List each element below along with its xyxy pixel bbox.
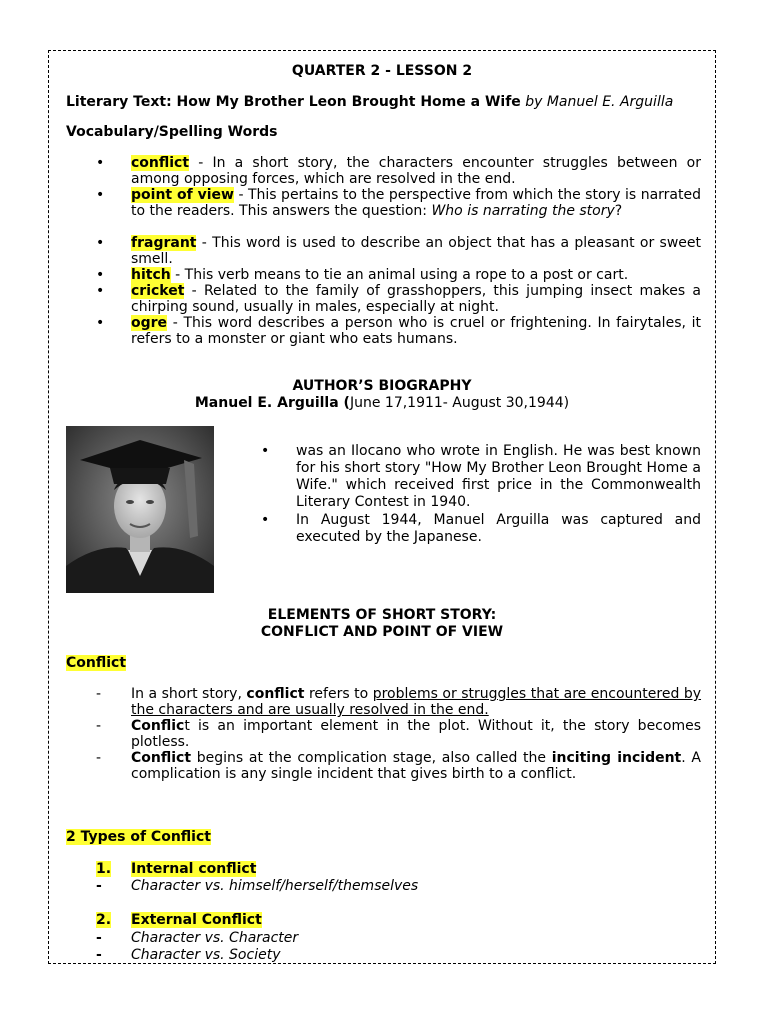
- external-conflict-item: Character vs. Society: [131, 947, 281, 963]
- text-segment: refers to: [304, 686, 373, 702]
- text-bold: Conflic: [131, 718, 185, 734]
- vocab-question: Who is narrating the story: [431, 203, 615, 219]
- literary-text-line: [66, 94, 673, 111]
- text-segment: In a short story,: [131, 686, 247, 702]
- author-portrait-icon: [66, 426, 214, 593]
- conflict-point-2: [131, 718, 701, 750]
- vocab-bullet: •: [96, 187, 105, 203]
- internal-conflict-text: Internal conflict: [131, 861, 257, 877]
- vocab-bullet: •: [96, 155, 105, 171]
- external-conflict-text: External Conflict: [131, 912, 262, 928]
- conflict-point-3: [131, 750, 701, 782]
- internal-conflict-item: Character vs. himself/herself/themselves: [131, 878, 419, 894]
- text-bold: conflict: [246, 686, 305, 702]
- internal-conflict-label: [131, 861, 256, 877]
- vocab-item-ogre: [131, 315, 701, 347]
- elements-heading: ELEMENTS OF SHORT STORY:: [267, 607, 497, 623]
- vocab-term: cricket: [131, 283, 185, 299]
- elements-subheading: CONFLICT AND POINT OF VIEW: [260, 624, 504, 640]
- types-heading-text: 2 Types of Conflict: [66, 829, 211, 845]
- bio-bullet: •: [261, 443, 270, 459]
- vocab-item-point-of-view: [131, 187, 701, 219]
- text-segment: t is an important element in the plot. Without it, the story becomes plotless.: [131, 718, 701, 750]
- external-conflict-label: [131, 912, 262, 928]
- conflict-point-1: [131, 686, 701, 718]
- vocab-def: - In a short story, the characters encounter struggles between or among opposing forces, which are resolved in the end.: [131, 155, 701, 187]
- conflict-dash: -: [96, 750, 102, 766]
- text-underlined: problems or struggles that are encountered by the characters and are usually resolved in the end.: [131, 686, 702, 718]
- types-number-text: 2.: [96, 912, 112, 928]
- conflict-dash: -: [96, 718, 102, 734]
- vocab-item-fragrant: [131, 235, 701, 267]
- vocab-def: - This word is used to describe an object that has a pleasant or sweet smell.: [131, 235, 701, 267]
- vocab-def: - This word describes a person who is cruel or frightening. In fairytales, it refers to a monster or giant who eats humans.: [131, 315, 701, 347]
- vocab-item-hitch: [131, 267, 701, 283]
- external-conflict-item: Character vs. Character: [131, 930, 299, 946]
- vocab-term: fragrant: [131, 235, 197, 251]
- vocab-bullet: •: [96, 315, 105, 331]
- text-segment: . A complication is any single incident that gives birth to a conflict.: [131, 750, 701, 782]
- vocab-def: - Related to the family of grasshoppers, this jumping insect makes a chirping sound, usually in males, especially at night.: [131, 283, 701, 315]
- text-bold: inciting incident: [551, 750, 682, 766]
- literary-text-label: Literary Text: How My Brother Leon Brought Home a Wife: [66, 94, 521, 110]
- vocab-bullet: •: [96, 283, 105, 299]
- bio-heading: AUTHOR’S BIOGRAPHY: [292, 378, 472, 394]
- conflict-heading-text: Conflict: [66, 655, 127, 671]
- literary-text-author: by Manuel E. Arguilla: [525, 94, 674, 110]
- types-dash: -: [96, 947, 102, 963]
- vocab-def: - This pertains to the perspective from which the story is narrated to the readers. This answers the question:: [131, 187, 701, 219]
- bio-item: was an Ilocano who wrote in English. He was best known for his short story "How My Brother Leon Brought Home a Wife." which received first price in the Commonwealth Literary Contest in 1940.: [296, 443, 701, 510]
- bio-name-line: [48, 395, 716, 411]
- vocab-def: - This verb means to tie an animal using a rope to a post or cart.: [170, 267, 629, 283]
- bio-dates: June 17,1911- August 30,1944): [349, 395, 570, 411]
- vocab-bullet: •: [96, 267, 105, 283]
- text-segment: begins at the complication stage, also called the: [191, 750, 552, 766]
- vocab-term: hitch: [131, 267, 171, 283]
- bio-item: In August 1944, Manuel Arguilla was captured and executed by the Japanese.: [296, 512, 701, 545]
- vocab-item-cricket: [131, 283, 701, 315]
- bio-bullet: •: [261, 512, 270, 528]
- vocab-term: point of view: [131, 187, 234, 203]
- lesson-title: QUARTER 2 - LESSON 2: [291, 63, 473, 79]
- vocab-term: ogre: [131, 315, 168, 331]
- types-number: [96, 912, 111, 928]
- vocab-bullet: •: [96, 235, 105, 251]
- text-bold: Conflict: [131, 750, 192, 766]
- vocab-term: conflict: [131, 155, 190, 171]
- types-number-text: 1.: [96, 861, 112, 877]
- vocab-question-end: ?: [614, 203, 623, 219]
- types-dash: -: [96, 878, 102, 894]
- vocab-heading: Vocabulary/Spelling Words: [66, 124, 278, 140]
- vocab-item-conflict: [131, 155, 701, 187]
- conflict-heading: [66, 655, 126, 672]
- bio-name: Manuel E. Arguilla (: [194, 395, 350, 411]
- conflict-dash: -: [96, 686, 102, 702]
- types-number: [96, 861, 111, 877]
- types-dash: -: [96, 930, 102, 946]
- types-heading: [66, 829, 211, 846]
